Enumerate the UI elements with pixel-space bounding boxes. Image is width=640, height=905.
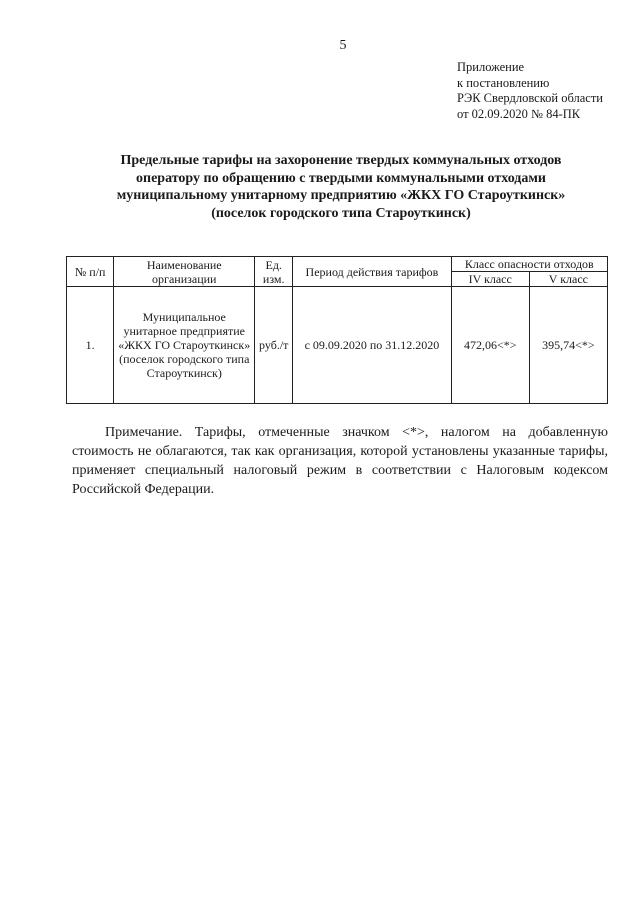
header-period: Период действия тарифов xyxy=(293,257,451,287)
table-row xyxy=(67,287,608,404)
cell-class-iv: 472,06<*> xyxy=(451,287,529,404)
document-title xyxy=(66,152,616,222)
cell-class-v: 395,74<*> xyxy=(529,287,607,404)
title-line: муниципальному унитарному предприятию «ЖКХ ГО Староуткинск» xyxy=(116,188,566,203)
header-organization: Наименование организации xyxy=(114,257,255,287)
appendix-reference xyxy=(457,60,603,122)
header-unit: Ед. изм. xyxy=(255,257,293,287)
header-class-iv: IV класс xyxy=(451,272,529,287)
appendix-line: Приложение xyxy=(457,60,525,74)
appendix-line: от 02.09.2020 № 84-ПК xyxy=(457,106,581,121)
header-class-v: V класс xyxy=(529,272,607,287)
header-num: № п/п xyxy=(67,257,114,287)
cell-unit: руб./т xyxy=(255,287,293,404)
title-line: (поселок городского типа Староуткинск) xyxy=(211,205,471,221)
page-number: 5 xyxy=(339,38,347,53)
cell-num: 1. xyxy=(67,287,114,404)
header-hazard-class: Класс опасности отходов xyxy=(451,257,607,272)
cell-organization: Муниципальное унитарное предприятие «ЖКХ ГО Староуткинск» (поселок городского типа Староуткинск) xyxy=(114,287,255,404)
appendix-line: к постановлению xyxy=(457,75,550,90)
title-line: оператору по обращению с твердыми коммунальными отходами xyxy=(136,170,546,186)
appendix-line: РЭК Свердловской области xyxy=(457,91,603,105)
footnote: Примечание. Тарифы, отмеченные значком <*>, налогом на добавленную стоимость не облагаются, так как организация, которой установлены указанные тарифы, применяет специальный налоговый режим в соответствии с Налоговым кодексом Российской Федерации. xyxy=(72,425,608,497)
title-line: Предельные тарифы на захоронение твердых коммунальных отходов xyxy=(120,153,562,168)
cell-period: с 09.09.2020 по 31.12.2020 xyxy=(293,287,451,404)
tariffs-table xyxy=(66,256,608,404)
